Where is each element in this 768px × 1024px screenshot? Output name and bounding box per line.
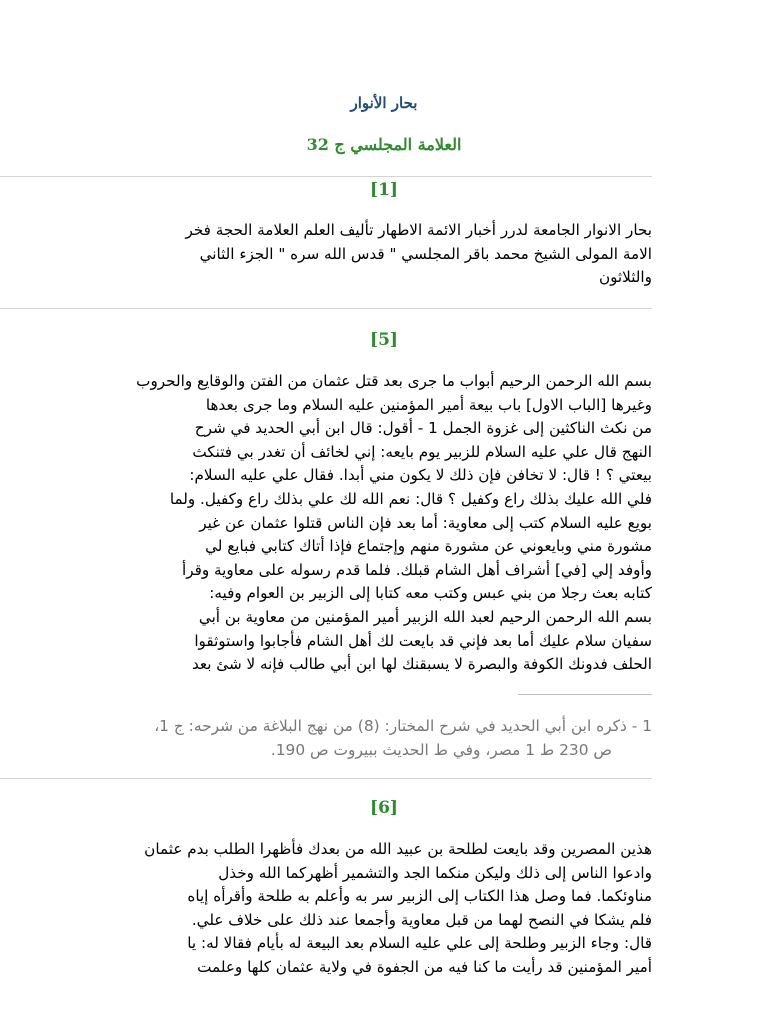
page-number-6: [6] (370, 798, 398, 818)
page-number-1: [1] (370, 180, 398, 200)
text-line: بحار الانوار الجامعة لدرر أخبار الائمة الاطهار تأليف العلم العلامة الحجة فخر (185, 221, 652, 239)
page-number-5: [5] (370, 330, 398, 350)
book-title: بحار الأنوار (350, 94, 418, 112)
text-line: مشورة مني وبايعوني عن مشورة منهم وإجتماع فإذا أتاك كتابي فبايع لي (205, 537, 652, 556)
footnote (116, 714, 652, 762)
text-line: والثلاثون (598, 268, 652, 287)
text-line: بسم الله الرحمن الرحيم لعبد الله الزبير أمير المؤمنين من معاوية بن أبي (198, 607, 652, 626)
divider (0, 176, 652, 177)
divider (0, 778, 652, 779)
text-line: الحلف فدونك الكوفة والبصرة لا يسبقنك لها ابن أبي طالب فإنه لا شئ بعد (191, 655, 652, 674)
paragraph-1 (116, 219, 652, 290)
footnote-line: 1 - ذكره ابن أبي الحديد في شرح المختار: (8) من نهج البلاغة من شرحه: ج 1، (154, 717, 652, 735)
text-line: وادعوا الناس إلى ذلك وليكن منكما الجد والتشمير أظهركما الله وخذل (218, 863, 652, 882)
text-line: قال: وجاء الزبير وطلحة إلى علي عليه السلام بعد البيعة له بأيام فقالا له: يا (187, 934, 652, 953)
text-line: هذين المصرين وقد بايعت لطلحة بن عبيد الله من بعدك فأظهرا الطلب بدم عثمان (144, 840, 652, 858)
text-line: بويع عليه السلام كتب إلى معاوية: أما بعد فإن الناس قتلوا عثمان عن غير (199, 513, 652, 532)
text-line: الامة المولى الشيخ محمد باقر المجلسي " قدس الله سره " الجزء الثاني (199, 244, 652, 263)
text-line: بيعتي ؟ ! قال: لا تخافن فإن ذلك لا يكون مني أبدا. فقال علي عليه السلام: (189, 466, 652, 485)
text-line: وغيرها [الباب الاول] باب بيعة أمير المؤمنين عليه السلام وما جرى بعدها (205, 395, 652, 414)
author-volume: العلامة المجلسي ج 32 (306, 135, 462, 154)
text-line: كتابه بعث رجلا من بني عبس وكتب معه كتابا إلى الزبير بن العوام وفيه: (209, 584, 652, 603)
text-line: أمير المؤمنين قد رأيت ما كنا فيه من الجفوة في ولاية عثمان كلها وعلمت (197, 957, 652, 976)
divider (0, 308, 652, 309)
footnote-divider (518, 694, 652, 695)
paragraph-6 (116, 838, 652, 980)
text-line: فلم يشكا في النصح لهما من قبل معاوية وأجمعا عند ذلك على خلاف علي. (191, 910, 652, 929)
text-line: وأوفد إلي [في] أشراف أهل الشام قبلك. فلما قدم رسوله على معاوية وقرأ (181, 560, 652, 579)
text-line: مناوئكما. فما وصل هذا الكتاب إلى الزبير سر به وأعلم به طلحة وأقرأه إياه (187, 887, 652, 906)
text-line: بسم الله الرحمن الرحيم أبواب ما جرى بعد قتل عثمان من الفتن والوقايع والحروب (136, 372, 652, 390)
text-line: فلي الله عليك بذلك راع وكفيل ؟ قال: نعم الله لك علي بذلك راع وكفيل. ولما (169, 489, 652, 508)
text-line: من نكث الناكثين إلى غزوة الجمل 1 - أقول: قال ابن أبي الحديد في شرح (194, 419, 652, 438)
text-line: سفيان سلام عليك أما بعد فإني قد بايعت لك أهل الشام فأجابوا واستوثقوا (194, 631, 652, 650)
footnote-line: ص 230 ط 1 مصر، وفي ط الحديث ببيروت ص 190. (270, 741, 612, 759)
text-line: النهج قال علي عليه السلام للزبير يوم بايعه: إني لخائف أن تغدر بي فتنكث (192, 442, 652, 461)
paragraph-5 (116, 370, 652, 677)
